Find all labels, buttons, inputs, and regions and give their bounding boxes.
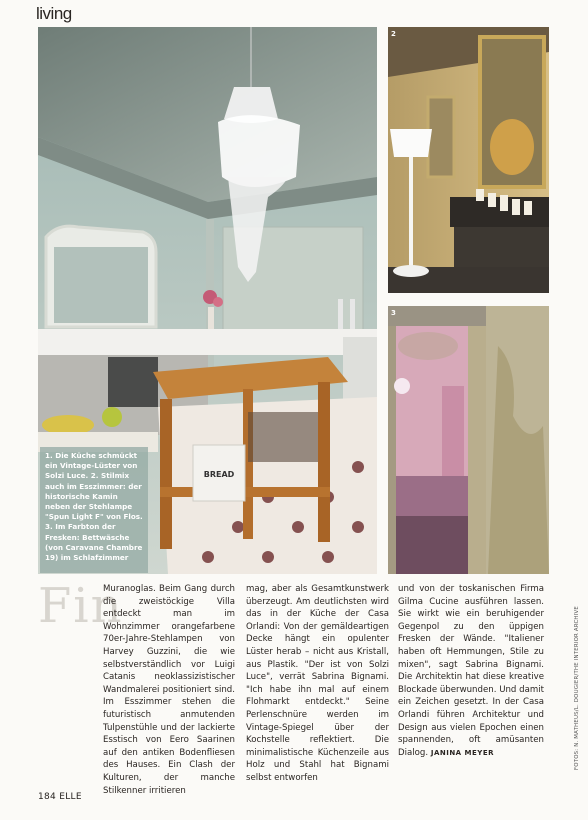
column-2-text: mag, aber als Gesamtkunstwerk überzeugt. Am deutlichsten wird das in der Küche der Casa Orlandi: Von der gemäldeartigen Decke hängt ein opulenter Lüster herab – nicht aus Kristall, aus Plastik. "Der ist von Solzi Luce", verrät Sabrina Bignami. "Ich habe ihn mal auf einem Flohmarkt entdeckt." Seine Perlenschnüre werden im Vintage-Spiegel über der Kochstelle reflektiert. Die minimalistische Küchenzeile aus Holz und Stahl hat Bignami selbst entworfen: [246, 584, 389, 783]
article-column-3: [398, 583, 544, 759]
article-column-2: [246, 583, 389, 785]
photo-number-2: 2: [391, 30, 396, 38]
column-1-text: Muranoglas. Beim Gang durch die zweistöckige Villa entdeckt man im Wohnzimmer orangefarbene 70er-Jahre-Stehlampen von Harvey Guzzini, die wie selbstverständlich vor Luigi Catanis neoklassizistischer Wandmalerei positioniert sind. Im Esszimmer stehen die futuristisch anmutenden Tulpenstühle und der lackierte Esstisch von Eero Saarinen auf den antiken Bodenfliesen des Hauses. Ein Clash der Kulturen, der manche Stilkenner irritieren: [103, 584, 235, 796]
photo-credit: FOTOS: N. MATHEUS/L. DOUGIER/THE INTERIOR ARCHIVE: [574, 606, 580, 770]
bedroom-photo: [388, 306, 549, 574]
column-3-body: und von der toskanischen Firma Gilma Cucine ausführen lassen. Sie wirkt wie ein beruhigender Gegenpol zu den üppigen Fresken der Wände. "Italiener haben oft Hemmungen, Stile zu mixen", sagt Sabrina Bignami. Die Architektin hat diese kreative Blockade überwunden. Und damit ein Zeichen gesetzt. In der Casa Orlandi führen Architektur und Design aus vielen Epochen einen spannenden, oft amüsanten Dialog.: [398, 584, 544, 758]
author-name: JANINA MEYER: [430, 748, 495, 757]
bread-bin-label: BREAD: [203, 470, 235, 479]
article-column-1: [103, 583, 235, 797]
decorative-initials: Fin: [38, 578, 124, 634]
section-label: living: [36, 4, 72, 23]
photo-caption: 1. Die Küche schmückt ein Vintage-Lüster von Solzi Luce. 2. Stilmix auch im Esszimmer: der historische Kamin neben der Stehlampe "Spun Light F" von Flos. 3. Im Farbton der Fresken: Bettwäsche (von Caravane Chambre 19) im Schlafzimmer: [40, 447, 148, 573]
page-folio: 184 ELLE: [38, 792, 82, 802]
photo-number-3: 3: [391, 309, 396, 317]
dining-photo: [388, 27, 549, 293]
column-3-text: [398, 583, 544, 759]
